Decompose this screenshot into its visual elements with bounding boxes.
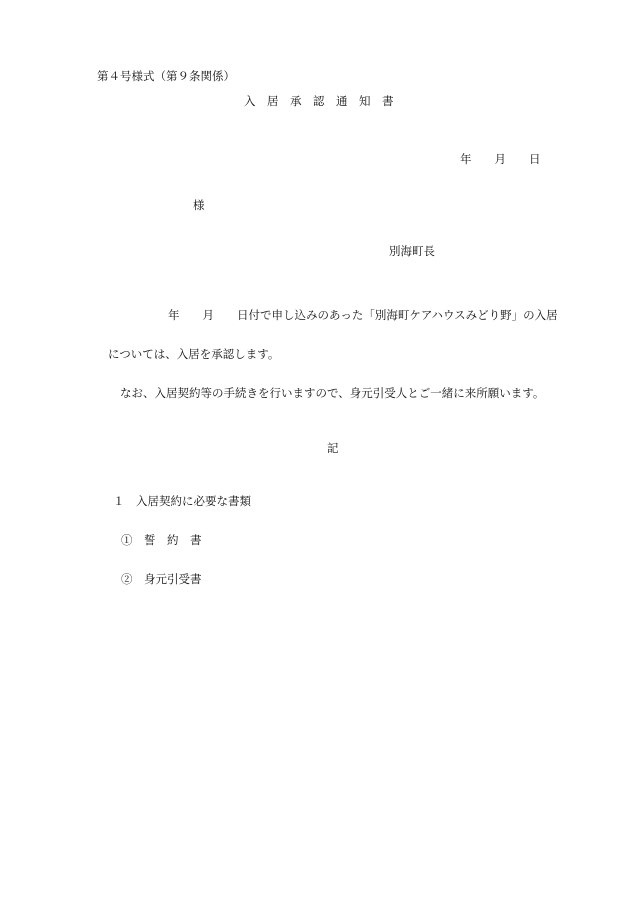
list-item: ② 身元引受書 <box>121 572 202 586</box>
body-line-2: については、入居を承認します。 <box>108 347 280 361</box>
issuer-name: 別海町長 <box>389 244 435 258</box>
body-line-1: 年 月 日付で申し込みのあった「別海町ケアハウスみどり野」の入居 <box>168 308 558 322</box>
ki-heading: 記 <box>327 441 339 455</box>
list-item: ① 誓 約 書 <box>121 533 202 547</box>
addressee-suffix: 様 <box>193 198 205 212</box>
section-heading: １ 入居契約に必要な書類 <box>113 494 251 508</box>
date-line: 年 月 日 <box>460 152 541 166</box>
form-label: 第４号様式（第９条関係） <box>97 69 235 83</box>
document-title: 入 居 承 認 通 知 書 <box>244 94 394 108</box>
body-line-3: なお、入居契約等の手続きを行いますので、身元引受人とご一緒に来所願います。 <box>120 386 545 400</box>
